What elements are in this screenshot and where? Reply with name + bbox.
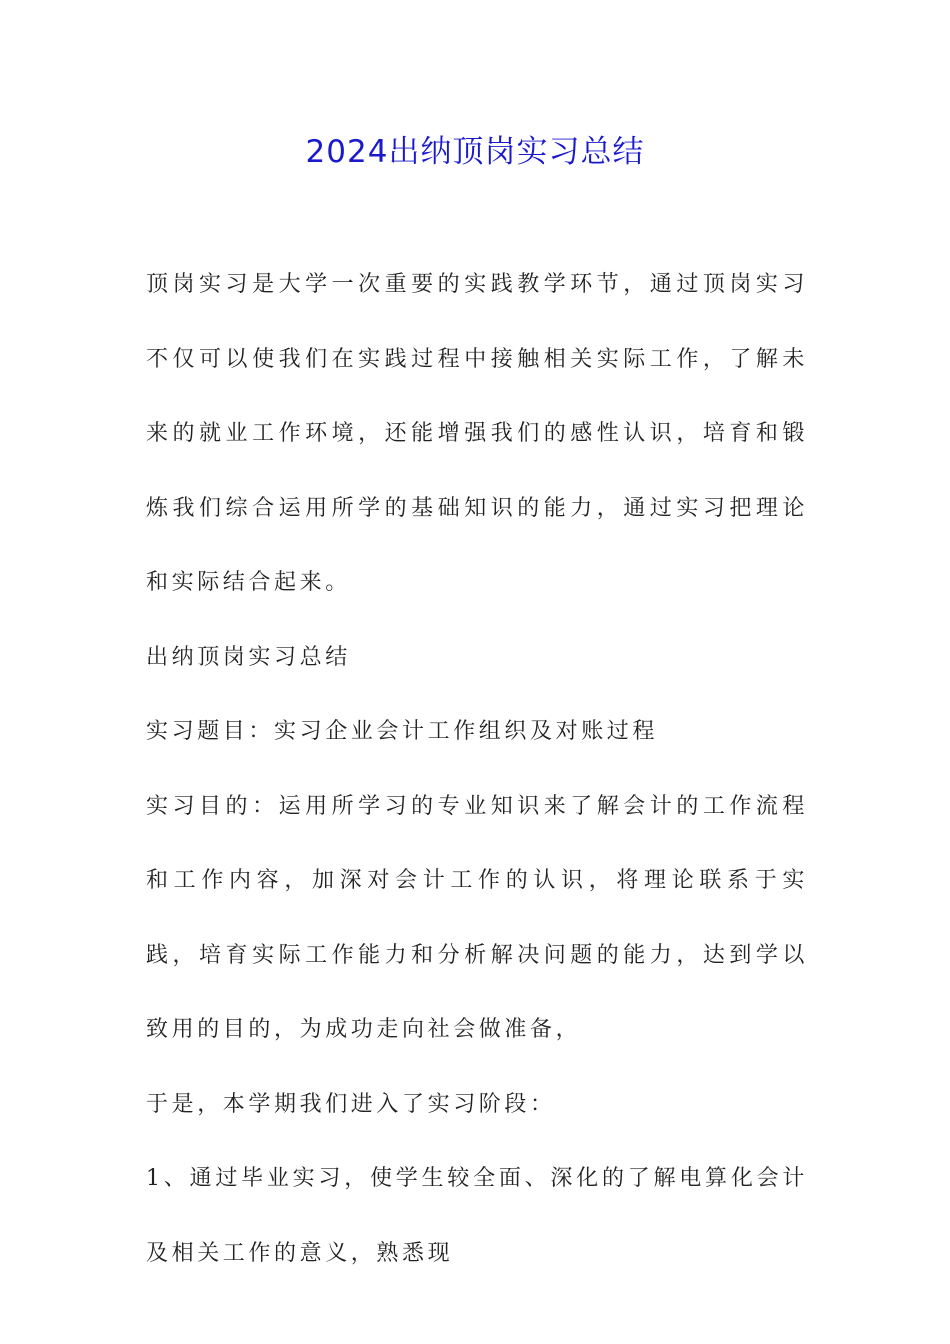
document-title: 2024出纳顶岗实习总结 bbox=[305, 134, 645, 170]
paragraph-item-1: 1、通过毕业实习，使学生较全面、深化的了解电算化会计及相关工作的意义，熟悉现 bbox=[146, 1166, 808, 1266]
document-body bbox=[146, 248, 808, 1291]
paragraph-subtitle: 出纳顶岗实习总结 bbox=[146, 644, 351, 670]
paragraph-intro: 顶岗实习是大学一次重要的实践教学环节，通过顶岗实习不仅可以使我们在实践过程中接触相关实际工作，了解未来的就业工作环境，还能增强我们的感性认识，培育和锻炼我们综合运用所学的基础知识的能力，通过实习把理论和实际结合起来。 bbox=[146, 272, 808, 595]
paragraph-purpose: 实习目的：运用所学习的专业知识来了解会计的工作流程和工作内容，加深对会计工作的认识，将理论联系于实践，培育实际工作能力和分析解决问题的能力，达到学以致用的目的，为成功走向社会做准备， bbox=[146, 793, 808, 1042]
paragraph-stage: 于是，本学期我们进入了实习阶段： bbox=[146, 1091, 556, 1117]
paragraph-topic: 实习题目：实习企业会计工作组织及对账过程 bbox=[146, 719, 659, 744]
